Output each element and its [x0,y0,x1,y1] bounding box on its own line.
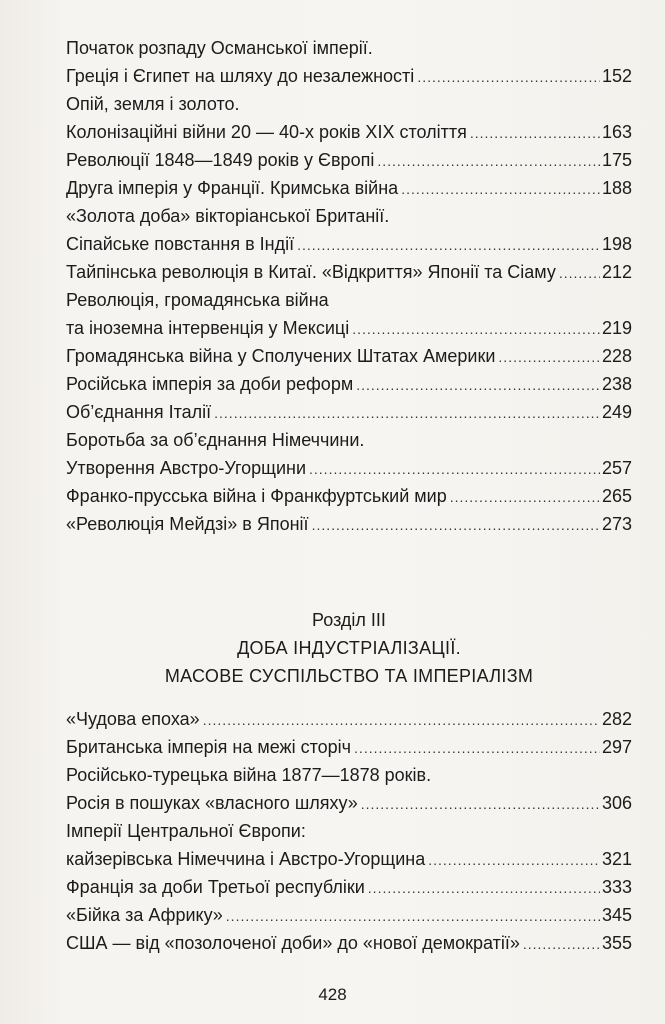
dot-leader [226,902,600,930]
toc-entry [66,34,632,62]
toc-entry [66,705,632,733]
toc-list-top [66,34,632,538]
toc-entry-title: Франко-прусська війна і Франкфуртський мир [66,486,447,506]
dot-leader [470,119,600,147]
toc-entry-page: 355 [601,933,632,953]
toc-entry-page: 257 [601,458,632,478]
toc-entry [66,510,632,538]
dot-leader [428,846,600,874]
dot-leader [203,706,600,734]
toc-entry-title: кайзерівська Німеччина і Австро-Угорщина [66,849,426,869]
section-heading [66,606,632,690]
toc-entry [66,929,632,957]
toc-entry [66,789,632,817]
toc-entry-page: 238 [601,374,632,394]
page-number: 428 [318,985,347,1004]
toc-entry-title: «Золота доба» вікторіанської Британії. [66,206,390,226]
toc-entry [66,370,632,398]
toc-entry [66,314,632,342]
section-title-line2: МАСОВЕ СУСПІЛЬСТВО ТА ІМПЕРІАЛІЗМ [164,666,534,686]
toc-entry-page: 297 [601,737,632,757]
toc-entry-title: Франція за доби Третьої республіки [66,877,365,897]
toc-entry [66,482,632,510]
toc-entry-title: Імперії Центральної Європи: [66,821,306,841]
toc-entry-page: 188 [601,178,632,198]
dot-leader [214,399,600,427]
toc-entry-title: Росія в пошуках «власного шляху» [66,793,358,813]
dot-leader [377,147,600,175]
toc-entry-page: 212 [601,262,632,282]
dot-leader [312,511,600,539]
dot-leader [401,175,600,203]
dot-leader [361,790,600,818]
toc-entry [66,901,632,929]
toc-entry-title: Російсько-турецька війна 1877—1878 років. [66,765,432,785]
toc-entry-title: та іноземна інтервенція у Мексиці [66,318,350,338]
dot-leader [309,455,600,483]
toc-entry-title: Тайпінська революція в Китаї. «Відкриття» Японії та Сіаму [66,262,556,282]
toc-entry [66,398,632,426]
toc-entry-title: Початок розпаду Османської імперії. [66,38,373,58]
dot-leader [354,734,600,762]
toc-entry [66,454,632,482]
dot-leader [368,874,600,902]
toc-entry-page: 265 [601,486,632,506]
toc-entry-page: 163 [601,122,632,142]
toc-entry-title: Сіпайське повстання в Індії [66,234,295,254]
toc-entry [66,146,632,174]
toc-entry-page: 273 [601,514,632,534]
section-label: Розділ III [312,610,386,630]
toc-entry [66,733,632,761]
dot-leader [297,231,600,259]
toc-entry-page: 228 [601,346,632,366]
dot-leader [450,483,600,511]
toc-entry-title: «Бійка за Африку» [66,905,223,925]
toc-entry [66,873,632,901]
toc-entry [66,230,632,258]
toc-entry-title: Утворення Австро-Угорщини [66,458,307,478]
dot-leader [498,343,600,371]
toc-entry [66,62,632,90]
toc-entry-page: 345 [601,905,632,925]
toc-entry-page: 249 [601,402,632,422]
dot-leader [523,930,600,958]
toc-entry-page: 282 [601,709,632,729]
toc-entry [66,258,632,286]
toc-entry-title: Громадянська війна у Сполучених Штатах Америки [66,346,496,366]
toc-entry [66,118,632,146]
dot-leader [417,63,600,91]
toc-entry-title: Революція, громадянська війна [66,290,329,310]
toc-entry-title: «Чудова епоха» [66,709,200,729]
dot-leader [559,259,600,287]
toc-entry-title: США — від «позолоченої доби» до «нової демократії» [66,933,520,953]
toc-entry-title: Боротьба за об’єднання Німеччини. [66,430,365,450]
toc-entry [66,426,632,454]
toc-entry-page: 333 [601,877,632,897]
section-title-line1: ДОБА ІНДУСТРІАЛІЗАЦІЇ. [237,638,461,658]
toc-entry [66,202,632,230]
toc-list-bottom [66,705,632,957]
toc-entry-title: Друга імперія у Франції. Кримська війна [66,178,399,198]
toc-entry-title: Колонізаційні війни 20 — 40-х років XIX століття [66,122,467,142]
dot-leader [352,315,600,343]
toc-entry [66,761,632,789]
toc-entry-page: 306 [601,793,632,813]
toc-entry-page: 152 [601,66,632,86]
toc-entry [66,174,632,202]
toc-entry-title: Британська імперія на межі сторіч [66,737,352,757]
toc-entry-page: 321 [601,849,632,869]
toc-entry [66,817,632,845]
toc-entry-title: Греція і Єгипет на шляху до незалежності [66,66,415,86]
toc-entry-title: Російська імперія за доби реформ [66,374,354,394]
dot-leader [356,371,600,399]
toc-entry [66,90,632,118]
toc-entry-title: «Революція Мейдзі» в Японії [66,514,309,534]
toc-entry-title: Опій, земля і золото. [66,94,240,114]
toc-entry-page: 219 [601,318,632,338]
toc-entry [66,845,632,873]
toc-entry-title: Об’єднання Італії [66,402,212,422]
toc-entry [66,286,632,314]
toc-entry-page: 175 [601,150,632,170]
toc-entry-title: Революції 1848—1849 років у Європі [66,150,375,170]
toc-entry-page: 198 [601,234,632,254]
toc-entry [66,342,632,370]
